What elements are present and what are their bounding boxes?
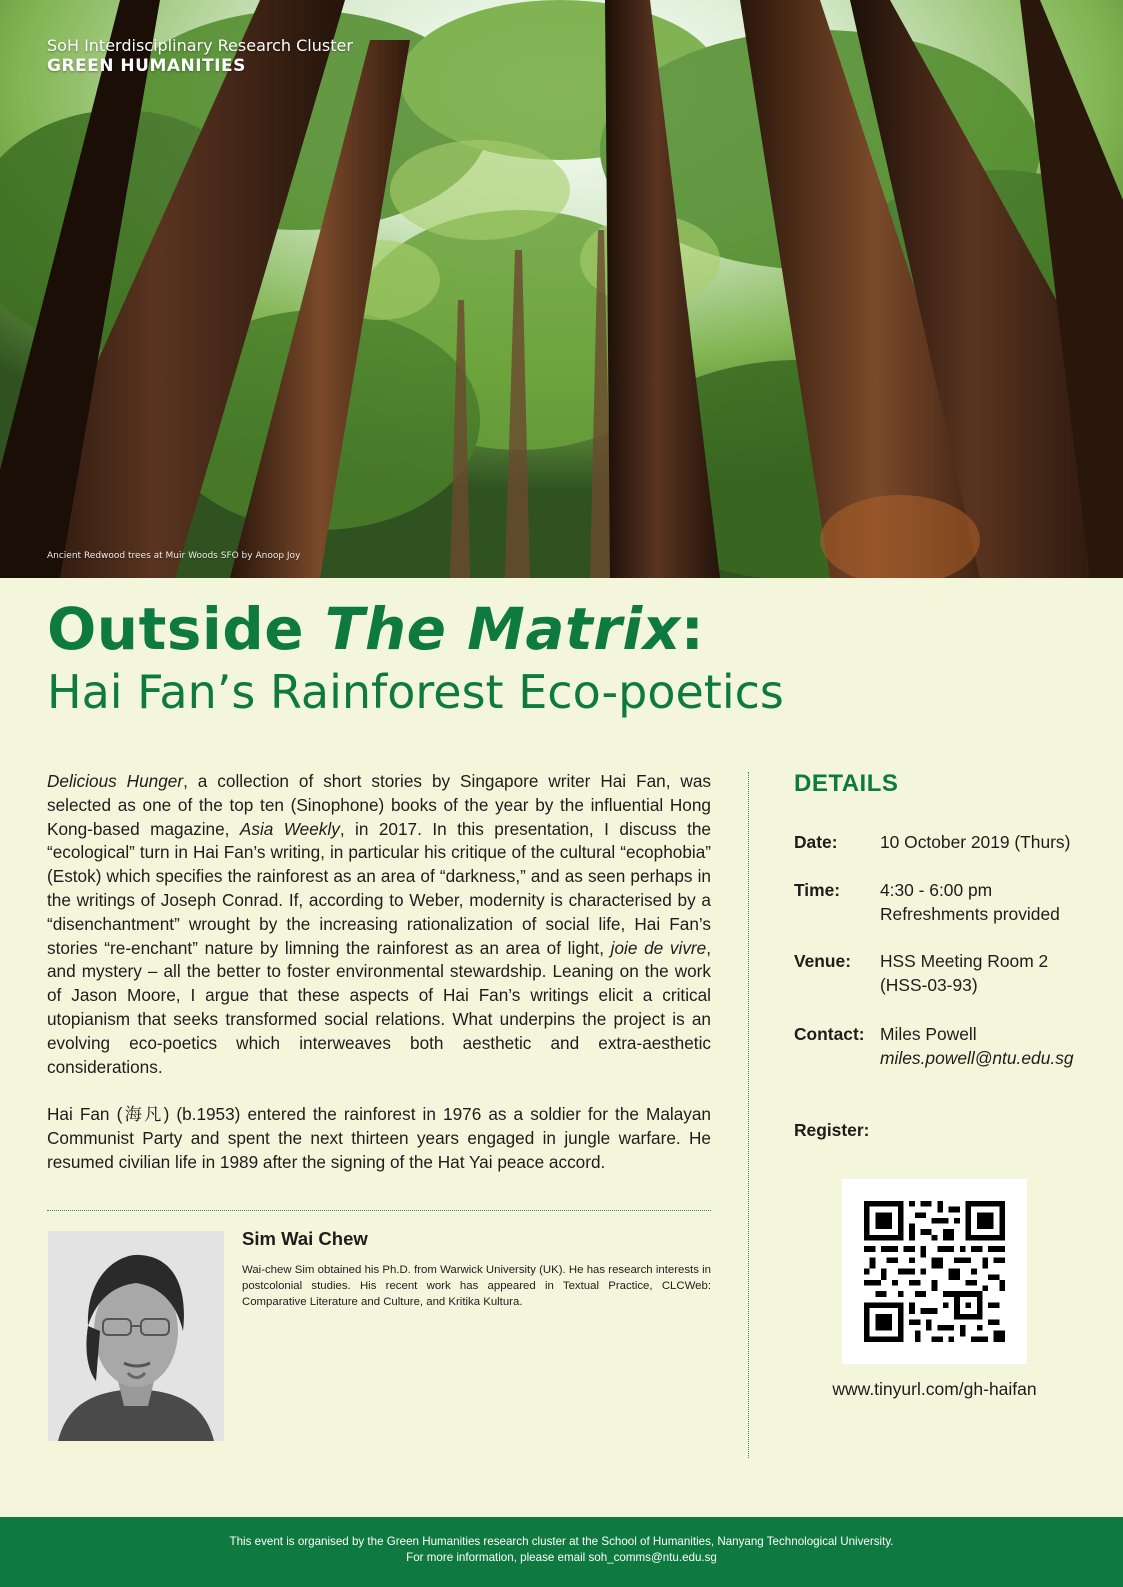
time-value <box>880 878 1110 926</box>
registration-qr-code[interactable] <box>842 1179 1027 1364</box>
horizontal-divider <box>47 1210 711 1211</box>
photo-credit: Ancient Redwood trees at Muir Woods SFO by Anoop Joy <box>47 551 301 561</box>
refreshments-note: Refreshments provided <box>880 904 1060 924</box>
detail-register <box>794 1118 1104 1142</box>
contact-email-link[interactable]: miles.powell@ntu.edu.sg <box>880 1048 1074 1068</box>
footer-organiser-line: This event is organised by the Green Humanities research cluster at the School of Humanities, Nanyang Technological University. <box>229 1535 894 1548</box>
contact-value <box>880 1022 1110 1070</box>
book-title: Delicious Hunger <box>47 771 184 791</box>
footer <box>0 1517 1123 1587</box>
qr-code-icon <box>864 1201 1005 1342</box>
contact-name: Miles Powell <box>880 1024 977 1044</box>
speaker-name: Sim Wai Chew <box>242 1228 368 1249</box>
abstract-text: , a collection of short stories by Singapore writer Hai Fan, was selected as one of the top ten (Sinophone) books of the year by the influential Hong Kong-based magazine, <box>47 771 711 839</box>
vertical-divider <box>748 772 749 1458</box>
venue-code: (HSS-03-93) <box>880 975 978 995</box>
speaker-portrait-illustration <box>48 1231 224 1441</box>
hero-image <box>0 0 1123 578</box>
redwood-forest-illustration <box>0 0 1123 578</box>
title-part-1: Outside <box>47 595 325 663</box>
register-label: Register: <box>794 1120 870 1140</box>
cluster-subtitle: SoH Interdisciplinary Research Cluster <box>47 36 353 55</box>
detail-venue <box>794 949 1104 997</box>
time-text: 4:30 - 6:00 pm <box>880 880 993 900</box>
venue-label: Venue: <box>794 951 852 971</box>
abstract-text: , in 2017. In this presentation, I discuss the “ecological” turn in Hai Fan’s writing, in particular his critique of the cultural “ecophobia” (Estok) which specifies the rainforest as an area of “darkness,” and as seen perhaps in the writings of Joseph Conrad. If, according to Weber, modernity is characterised by a “disenchantment” wrought by the increasing rationalization of social life, Hai Fan’s stories “re-enchant” nature by limning the rainforest as an area of light, <box>47 818 711 958</box>
research-cluster-label <box>47 36 353 76</box>
time-label: Time: <box>794 880 841 900</box>
contact-label: Contact: <box>794 1024 865 1044</box>
registration-link[interactable]: www.tinyurl.com/gh-haifan <box>832 1379 1037 1399</box>
abstract-paragraph-2: Hai Fan (海凡) (b.1953) entered the rainforest in 1976 as a soldier for the Malayan Communist Party and spent the next thirteen years engaged in jungle warfare. He resumed civilian life in 1989 after the signing of the Hat Yai peace accord. <box>47 1104 711 1172</box>
title-colon: : <box>680 595 705 663</box>
details-heading: DETAILS <box>794 770 899 797</box>
date-value <box>880 830 1110 854</box>
date-label: Date: <box>794 832 838 852</box>
detail-date <box>794 830 1104 854</box>
title-italic: The Matrix <box>324 595 681 663</box>
speaker-bio: Wai-chew Sim obtained his Ph.D. from Warwick University (UK). He has research interests in postcolonial studies. His recent work has appeared in Textual Practice, CLCWeb: Comparative Literature and Culture, and Kritika Kultura. <box>242 1264 711 1308</box>
speaker-photo <box>48 1231 224 1441</box>
event-subtitle: Hai Fan’s Rainforest Eco-poetics <box>47 665 784 719</box>
detail-time <box>794 878 1104 926</box>
detail-contact <box>794 1022 1104 1070</box>
abstract-paragraph-1 <box>47 770 711 1079</box>
venue-value <box>880 949 1110 997</box>
date-text: 10 October 2019 (Thurs) <box>880 832 1071 852</box>
abstract-text: , and mystery – all the better to foster environmental stewardship. Leaning on the work of Jason Moore, I argue that these aspects of Hai Fan’s writings elicit a critical utopianism that seeks transformed social relations. What underpins the project is an evolving eco-poetics which interweaves both aesthetic and extra-aesthetic considerations. <box>47 937 711 1077</box>
cluster-name: GREEN HUMANITIES <box>47 56 246 76</box>
event-title <box>47 596 704 662</box>
phrase-italic: joie de vivre <box>610 937 707 958</box>
abstract <box>47 770 711 1175</box>
venue-text: HSS Meeting Room 2 <box>880 951 1049 971</box>
magazine-title: Asia Weekly <box>239 818 340 839</box>
footer-contact-line: For more information, please email soh_comms@ntu.edu.sg <box>406 1551 717 1564</box>
